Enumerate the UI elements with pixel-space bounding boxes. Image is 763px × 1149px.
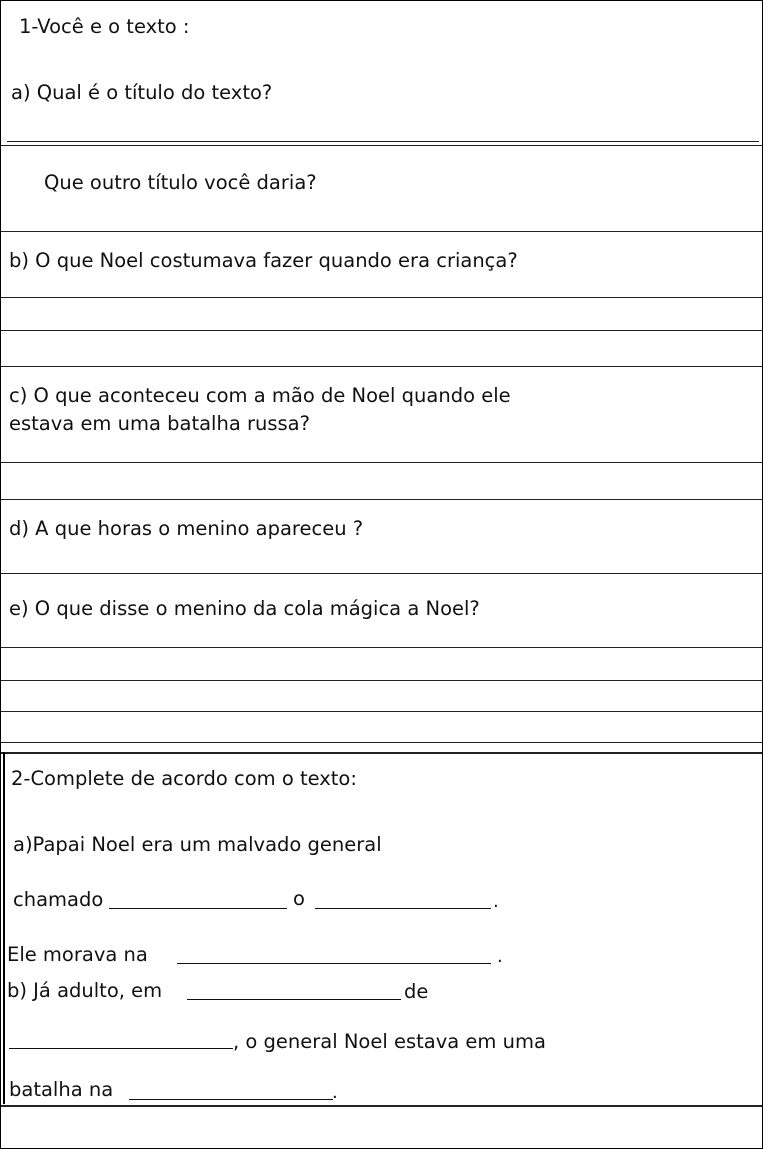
period: .	[493, 891, 499, 912]
fill-blank-em[interactable]	[187, 999, 401, 1000]
bottom-divider	[1, 1105, 762, 1107]
question-b: b) O que Noel costumava fazer quando era criança?	[9, 249, 518, 272]
fill-a-chamado-label: chamado	[13, 888, 104, 911]
answer-line-e-4[interactable]	[1, 742, 762, 743]
section-divider	[1, 752, 762, 754]
section-1-heading: 1-Você e o texto :	[19, 15, 190, 38]
period: .	[332, 1082, 338, 1103]
answer-line-e-1[interactable]	[1, 647, 762, 648]
answer-line-d[interactable]	[1, 573, 762, 574]
question-e: e) O que disse o menino da cola mágica a Noel?	[9, 597, 480, 620]
question-d: d) A que horas o menino apareceu ?	[9, 517, 364, 540]
section-2-heading: 2-Complete de acordo com o texto:	[11, 767, 357, 790]
fill-b-line-1-end: de	[404, 980, 429, 1003]
answer-line-b-2[interactable]	[1, 330, 762, 331]
fill-b-line-1-start: b) Já adulto, em	[7, 979, 163, 1002]
fill-a-o-label: o	[293, 887, 305, 910]
question-a-followup: Que outro título você daria?	[44, 171, 317, 194]
answer-line-b-1[interactable]	[1, 297, 762, 298]
answer-line-e-3[interactable]	[1, 711, 762, 712]
fill-blank-batalha[interactable]	[129, 1099, 333, 1100]
answer-line-e-2[interactable]	[1, 680, 762, 681]
section-2-left-border	[3, 752, 5, 1104]
answer-line-c-1[interactable]	[1, 462, 762, 463]
fill-blank-chamado[interactable]	[109, 908, 287, 909]
fill-a-morava-label: Ele morava na	[7, 943, 148, 966]
fill-blank-morava[interactable]	[177, 963, 491, 964]
fill-b-line-3-start: batalha na	[9, 1078, 114, 1101]
question-a: a) Qual é o título do texto?	[11, 81, 273, 104]
fill-blank-o[interactable]	[315, 908, 491, 909]
row-divider	[1, 145, 762, 146]
fill-a-line-1: a)Papai Noel era um malvado general	[13, 833, 382, 856]
period: .	[497, 946, 503, 967]
answer-line-c-2[interactable]	[1, 499, 762, 500]
fill-b-line-2-end: , o general Noel estava em uma	[233, 1030, 546, 1053]
question-c-line-1: c) O que aconteceu com a mão de Noel quando ele	[9, 384, 511, 407]
answer-line-b-3[interactable]	[1, 366, 762, 367]
question-c-line-2: estava em uma batalha russa?	[9, 412, 310, 435]
fill-blank-de[interactable]	[9, 1048, 233, 1049]
answer-line-a-followup[interactable]	[1, 231, 762, 232]
answer-line-a[interactable]	[7, 141, 759, 142]
